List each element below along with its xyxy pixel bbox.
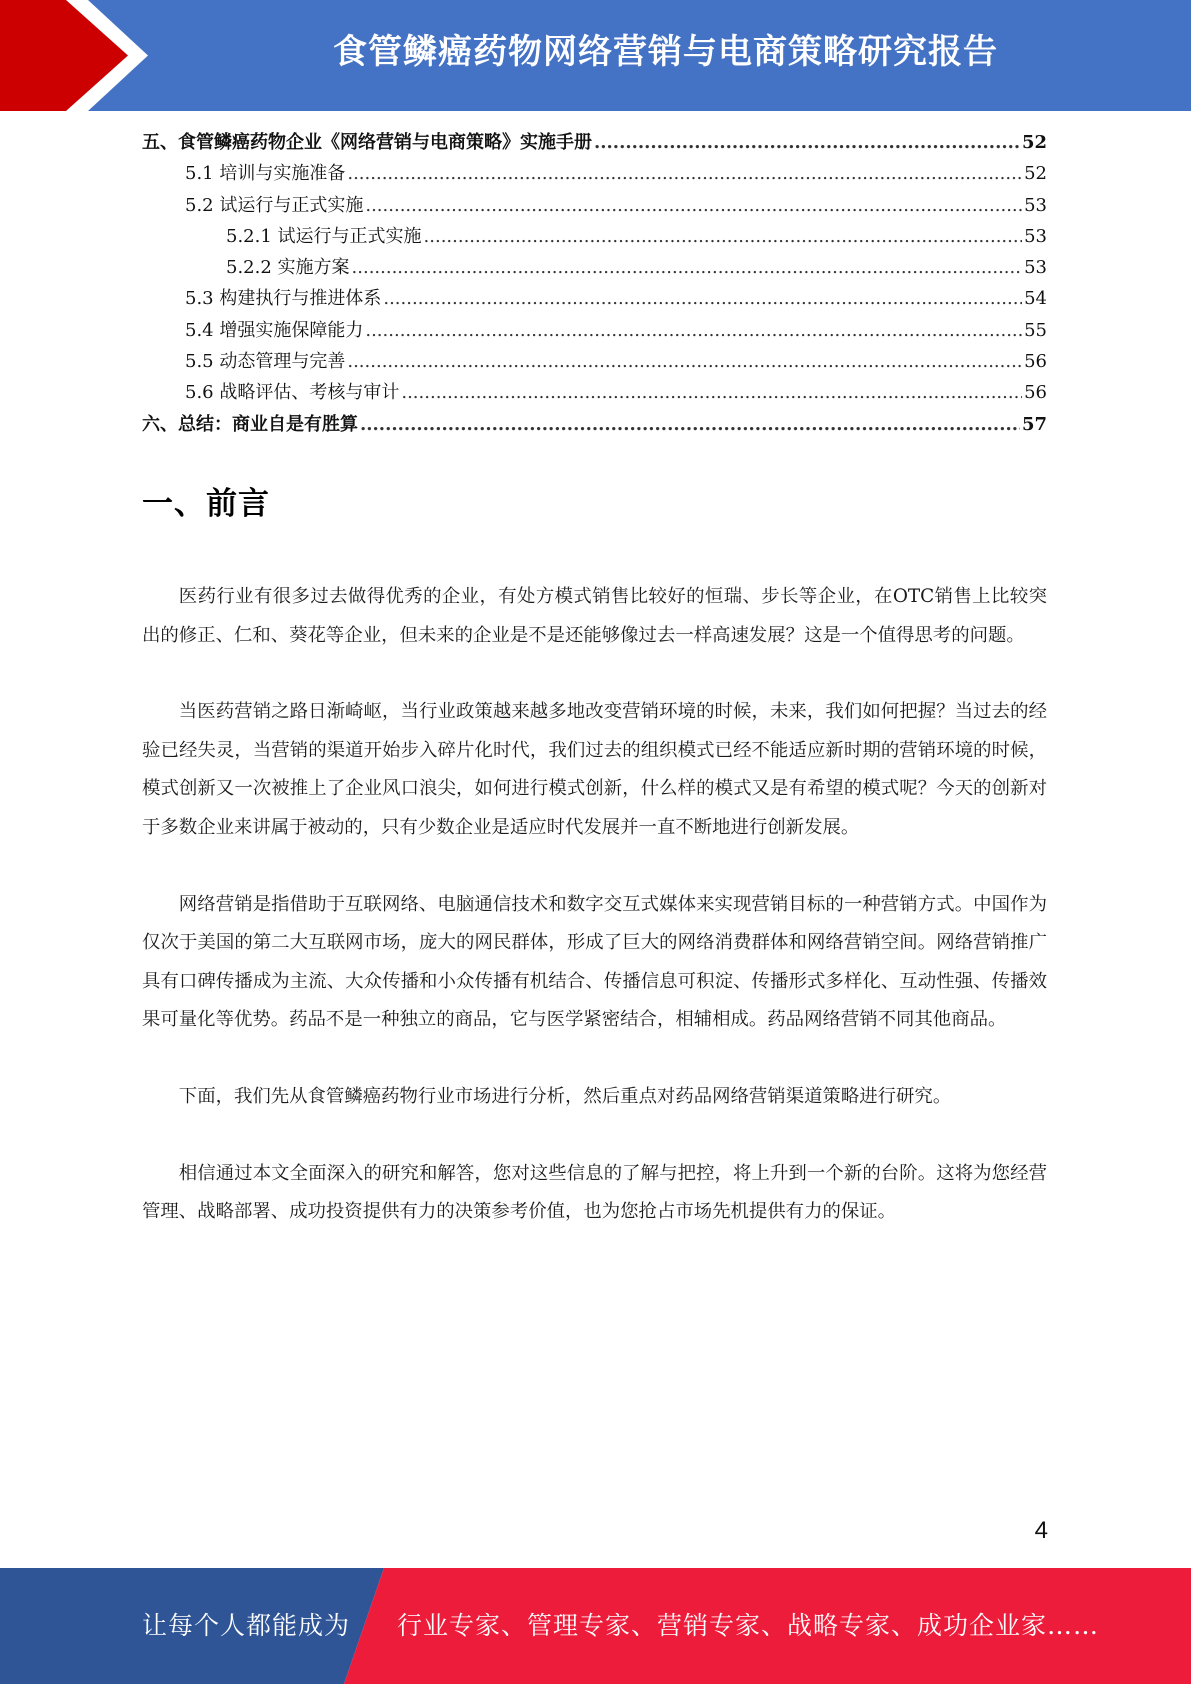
toc-entry-page: 56 xyxy=(1024,382,1047,404)
footer-slogan-right: 行业专家、管理专家、营销专家、战略专家、成功企业家…… xyxy=(397,1611,1100,1640)
document-title: 食管鳞癌药物网络营销与电商策略研究报告 xyxy=(333,32,998,72)
toc-dot-leader xyxy=(365,320,1022,341)
toc-entry-page: 57 xyxy=(1021,413,1047,435)
toc-dot-leader xyxy=(360,414,1020,435)
toc-entry[interactable] xyxy=(142,410,1047,441)
toc-entry-label: 5.2.2 实施方案 xyxy=(226,257,350,279)
toc-entry[interactable] xyxy=(142,347,1047,378)
toc-dot-leader xyxy=(347,163,1022,184)
toc-dot-leader xyxy=(401,382,1022,403)
toc-dot-leader xyxy=(352,257,1023,278)
toc-entry-page: 53 xyxy=(1024,194,1047,216)
toc-entry[interactable] xyxy=(142,191,1047,222)
paragraph: 当医药营销之路日渐崎岖，当行业政策越来越多地改变营销环境的时候，未来，我们如何把握？当过去的经验已经失灵，当营销的渠道开始步入碎片化时代，我们过去的组织模式已经不能适应新时期的营销环境的时候，模式创新又一次被推上了企业风口浪尖，如何进行模式创新，什么样的模式又是有希望的模式呢？今天的创新对于多数企业来讲属于被动的，只有少数企业是适应时代发展并一直不断地进行创新发展。 xyxy=(142,701,1047,838)
toc-entry-label: 5.2.1 试运行与正式实施 xyxy=(226,225,422,247)
toc-entry-label: 5.5 动态管理与完善 xyxy=(185,351,346,373)
toc-entry-label: 五、食管鳞癌药物企业《网络营销与电商策略》实施手册 xyxy=(142,132,592,153)
toc-entry[interactable] xyxy=(142,128,1047,159)
page-footer xyxy=(0,1568,1191,1684)
toc-entry-page: 55 xyxy=(1024,319,1047,341)
paragraph: 网络营销是指借助于互联网络、电脑通信技术和数字交互式媒体来实现营销目标的一种营销方式。中国作为仅次于美国的第二大互联网市场，庞大的网民群体，形成了巨大的网络消费群体和网络营销空间。网络营销推广具有口碑传播成为主流、大众传播和小众传播有机结合、传播信息可积淀、传播形式多样化、互动性强、传播效果可量化等优势。药品不是一种独立的商品，它与医学紧密结合，相辅相成。药品网络营销不同其他商品。 xyxy=(142,893,1047,1031)
toc-entry-label: 5.6 战略评估、考核与审计 xyxy=(185,382,400,404)
paragraph: 医药行业有很多过去做得优秀的企业，有处方模式销售比较好的恒瑞、步长等企业，在OTC销售上比较突出的修正、仁和、葵花等企业，但未来的企业是不是还能够像过去一样高速发展？这是一个值得思考的问题。 xyxy=(142,586,1047,646)
toc-entry[interactable] xyxy=(142,284,1047,315)
toc-entry-label: 5.1 培训与实施准备 xyxy=(185,163,346,185)
section-heading: 一、前言 xyxy=(142,486,270,522)
page-number: 4 xyxy=(1034,1517,1048,1544)
toc-entry-label: 5.4 增强实施保障能力 xyxy=(185,319,364,341)
paragraph: 下面，我们先从食管鳞癌药物行业市场进行分析，然后重点对药品网络营销渠道策略进行研究。 xyxy=(178,1085,952,1107)
red-chevron-icon xyxy=(0,0,160,111)
toc-entry-page: 56 xyxy=(1024,351,1047,373)
toc-dot-leader xyxy=(347,351,1022,372)
toc-entry-page: 52 xyxy=(1024,163,1047,185)
page-header xyxy=(0,0,1191,111)
toc-dot-leader xyxy=(383,288,1022,309)
chevron-red-fill xyxy=(0,0,128,111)
toc-dot-leader xyxy=(594,132,1020,153)
toc-entry[interactable] xyxy=(142,253,1047,284)
section-body xyxy=(142,578,1047,1270)
toc-dot-leader xyxy=(365,195,1022,216)
footer-slogan-left: 让每个人都能成为 xyxy=(142,1611,351,1640)
toc-dot-leader xyxy=(424,226,1023,247)
toc-entry[interactable] xyxy=(142,222,1047,253)
toc-entry-page: 53 xyxy=(1024,225,1047,247)
toc-entry-label: 5.3 构建执行与推进体系 xyxy=(185,288,382,310)
toc-entry-page: 52 xyxy=(1021,132,1047,153)
toc-entry-label: 5.2 试运行与正式实施 xyxy=(185,194,364,216)
toc-entry[interactable] xyxy=(142,159,1047,190)
table-of-contents xyxy=(142,128,1047,441)
toc-entry[interactable] xyxy=(142,316,1047,347)
toc-entry-page: 53 xyxy=(1024,257,1047,279)
paragraph: 相信通过本文全面深入的研究和解答，您对这些信息的了解与把控，将上升到一个新的台阶。这将为您经营管理、战略部署、成功投资提供有力的决策参考价值，也为您抢占市场先机提供有力的保证。 xyxy=(142,1162,1047,1223)
toc-entry-page: 54 xyxy=(1024,288,1047,310)
toc-entry-label: 六、总结：商业自是有胜算 xyxy=(142,413,358,435)
toc-entry[interactable] xyxy=(142,378,1047,409)
